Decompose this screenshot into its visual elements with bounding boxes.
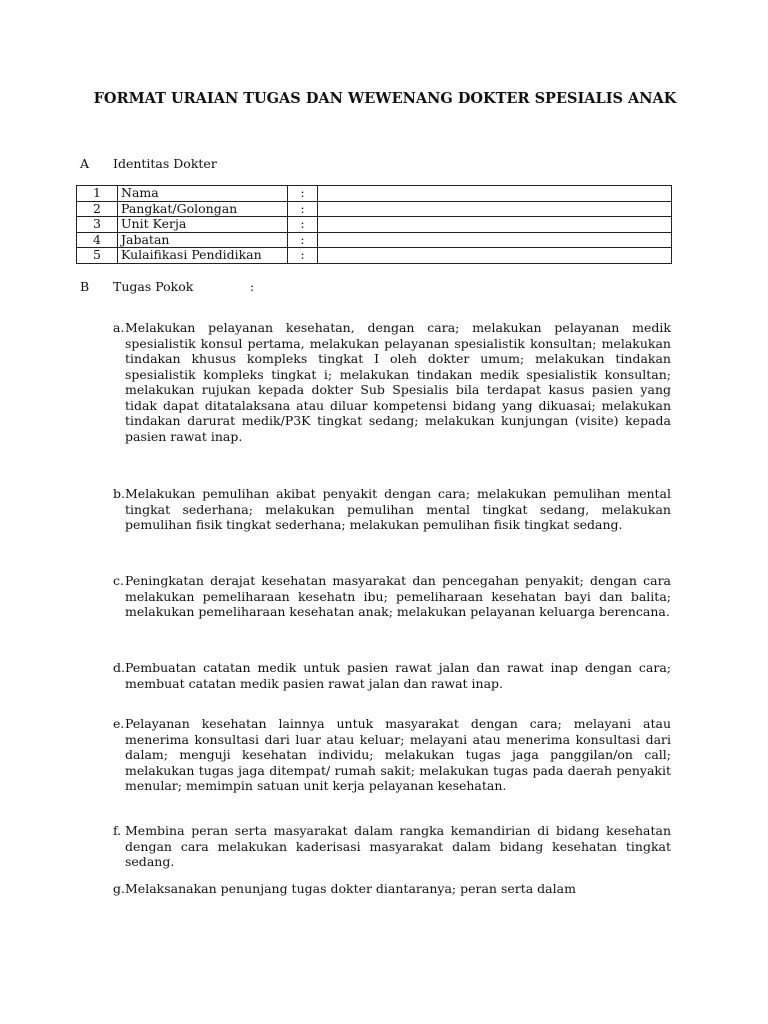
row-colon: : — [288, 217, 318, 233]
row-label: Unit Kerja — [118, 217, 288, 233]
list-item-text: Melakukan pemulihan akibat penyakit dengan cara; melakukan pemulihan mental tingkat sederhana; melakukan pemulihan mental tingkat sedang, melakukan pemulihan fisik tingkat sederhana; melakukan pemulihan fisik tingkat sedang. — [125, 486, 671, 532]
list-item-letter: g. — [113, 881, 125, 896]
list-item-text: Melakukan pelayanan kesehatan, dengan cara; melakukan pelayanan medik spesialistik konsul pertama, melakukan pelayanan spesialistik konsultan; melakukan tindakan khusus kompleks tingkat I oleh dokter umum; melakukan tindakan spesialistik kompleks tingkat i; melakukan tindakan medik spesialistik konsultan; melakukan rujukan kepada dokter Sub Spesialis bila terdapat kasus pasien yang tidak dapat ditatalaksana atau diluar kompetensi bidang yang dikuasai; melakukan tindakan darurat medik/P3K tingkat sedang; melakukan kunjungan (visite) kepada pasien rawat inap. — [125, 320, 671, 444]
row-label: Jabatan — [118, 232, 288, 248]
list-item-letter: c. — [113, 573, 124, 588]
row-colon: : — [288, 232, 318, 248]
table-row — [77, 217, 672, 233]
table-row — [77, 186, 672, 202]
section-a-letter: A — [80, 156, 90, 171]
list-item-text: Pelayanan kesehatan lainnya untuk masyarakat dengan cara; melayani atau menerima konsultasi dari luar atau keluar; melayani atau menerima konsultasi dari dalam; menguji kesehatan individu; melakukan tugas jaga panggilan/on call; melakukan tugas jaga ditempat/ rumah sakit; melakukan tugas pada daerah penyakit menular; memimpin satuan unit kerja pelayanan kesehatan. — [125, 716, 671, 793]
section-b-letter: B — [80, 279, 90, 294]
table-row — [77, 248, 672, 264]
row-colon: : — [288, 248, 318, 264]
list-item — [113, 486, 671, 533]
row-number: 3 — [77, 217, 118, 233]
section-a-label: Identitas Dokter — [113, 156, 217, 171]
list-item-letter: d. — [113, 660, 125, 675]
row-colon: : — [288, 201, 318, 217]
list-item-text: Melaksanakan penunjang tugas dokter diantaranya; peran serta dalam — [125, 881, 576, 896]
identity-table — [76, 185, 672, 264]
row-colon: : — [288, 186, 318, 202]
list-item — [113, 823, 671, 870]
row-value — [318, 248, 672, 264]
row-label: Kulaifikasi Pendidikan — [118, 248, 288, 264]
row-value — [318, 217, 672, 233]
row-number: 4 — [77, 232, 118, 248]
row-number: 1 — [77, 186, 118, 202]
list-item — [113, 716, 671, 794]
table-row — [77, 201, 672, 217]
row-value — [318, 232, 672, 248]
list-item-text: Membina peran serta masyarakat dalam rangka kemandirian di bidang kesehatan dengan cara melakukan kaderisasi masyarakat dalam bidang kesehatan tingkat sedang. — [125, 823, 671, 869]
list-item-letter: a. — [113, 320, 125, 335]
list-item-letter: e. — [113, 716, 125, 731]
document-title: FORMAT URAIAN TUGAS DAN WEWENANG DOKTER SPESIALIS ANAK — [93, 90, 677, 107]
row-number: 2 — [77, 201, 118, 217]
section-b-label: Tugas Pokok — [113, 279, 194, 294]
row-value — [318, 201, 672, 217]
list-item-text: Peningkatan derajat kesehatan masyarakat dan pencegahan penyakit; dengan cara melakukan pemeliharaan kesehatn ibu; pemeliharaan kesehatan bayi dan balita; melakukan pemeliharaan kesehatan anak; melakukan pelayanan keluarga berencana. — [125, 573, 671, 619]
list-item — [113, 881, 671, 897]
list-item-letter: f. — [113, 823, 122, 838]
section-b-colon: : — [250, 279, 255, 294]
row-label: Pangkat/Golongan — [118, 201, 288, 217]
list-item-text: Pembuatan catatan medik untuk pasien rawat jalan dan rawat inap dengan cara; membuat catatan medik pasien rawat jalan dan rawat inap. — [125, 660, 671, 691]
row-value — [318, 186, 672, 202]
list-item — [113, 573, 671, 620]
list-item-letter: b. — [113, 486, 125, 501]
row-number: 5 — [77, 248, 118, 264]
list-item — [113, 660, 671, 691]
table-row — [77, 232, 672, 248]
row-label: Nama — [118, 186, 288, 202]
list-item — [113, 320, 671, 444]
